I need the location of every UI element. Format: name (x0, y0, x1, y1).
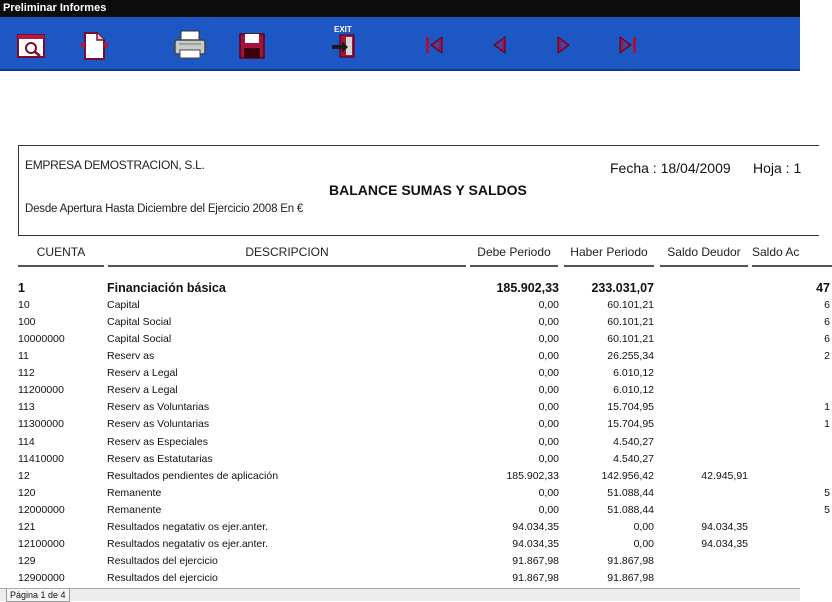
cell-debe: 0,00 (538, 504, 559, 516)
cell-debe: 0,00 (538, 436, 559, 448)
zoom-page-icon[interactable] (12, 23, 52, 65)
table-row (0, 299, 830, 316)
cell-haber: 26.255,34 (607, 350, 654, 362)
cell-cuenta: 12 (18, 470, 30, 482)
cell-debe: 0,00 (538, 350, 559, 362)
cell-desc: Reserv as Especiales (107, 436, 208, 448)
cell-debe: 0,00 (538, 384, 559, 396)
cell-desc: Resultados negatativ os ejer.anter. (107, 521, 269, 533)
cell-haber: 15.704,95 (607, 401, 654, 413)
cell-haber: 15.704,95 (607, 418, 654, 430)
cell-cuenta: 11 (18, 350, 29, 362)
cell-sacr: 5 (824, 487, 830, 499)
column-header-haber: Haber Periodo (564, 245, 654, 267)
cell-haber: 51.088,44 (607, 504, 654, 516)
save-disk-icon[interactable] (232, 23, 272, 65)
cell-desc: Reserv a Legal (107, 384, 178, 396)
column-header-saldo-deudor: Saldo Deudor (660, 245, 748, 267)
cell-desc: Resultados del ejercicio (107, 572, 218, 584)
cell-desc: Resultados pendientes de aplicación (107, 470, 279, 482)
cell-debe: 185.902,33 (496, 281, 559, 295)
cell-cuenta: 114 (18, 436, 35, 448)
title-bar (0, 0, 800, 17)
cell-cuenta: 12000000 (18, 504, 65, 516)
cell-debe: 0,00 (538, 418, 559, 430)
table-row (0, 333, 830, 350)
next-page-icon[interactable] (543, 23, 583, 65)
cell-cuenta: 113 (18, 401, 35, 413)
cell-cuenta: 120 (18, 487, 36, 499)
cell-debe: 0,00 (538, 453, 559, 465)
table-row (0, 367, 800, 384)
cell-debe: 0,00 (538, 333, 559, 345)
window-title: Preliminar Informes (3, 2, 107, 14)
table-row (0, 504, 830, 521)
first-page-icon[interactable] (414, 23, 454, 65)
report-preview[interactable] (0, 71, 830, 588)
table-row (0, 316, 830, 333)
cell-desc: Reserv as Estatutarias (107, 453, 213, 465)
cell-cuenta: 129 (18, 555, 36, 567)
cell-cuenta: 1 (18, 281, 25, 295)
toolbar (0, 17, 800, 71)
cell-desc: Financiación básica (107, 281, 226, 295)
cell-haber: 51.088,44 (607, 487, 654, 499)
cell-sacr: 6 (824, 316, 830, 328)
cell-sdeu: 94.034,35 (701, 521, 748, 533)
status-bar (0, 588, 800, 601)
table-row (0, 281, 830, 298)
cell-cuenta: 121 (18, 521, 36, 533)
last-page-icon[interactable] (608, 23, 648, 65)
cell-desc: Reserv as (107, 350, 155, 362)
cell-haber: 6.010,12 (613, 384, 654, 396)
cell-cuenta: 11300000 (18, 418, 64, 430)
table-row (0, 555, 800, 572)
table-row (0, 401, 830, 418)
cell-desc: Resultados negatativ os ejer.anter. (107, 538, 269, 550)
cell-sacr: 47 (816, 281, 830, 295)
column-header-debe: Debe Periodo (470, 245, 558, 267)
table-row (0, 572, 800, 589)
cell-haber: 233.031,07 (591, 281, 654, 295)
column-header-cuenta: CUENTA (18, 245, 104, 267)
cell-haber: 60.101,21 (607, 316, 654, 328)
cell-debe: 0,00 (538, 487, 559, 499)
report-title: BALANCE SUMAS Y SALDOS (329, 182, 527, 198)
cell-debe: 91.867,98 (512, 555, 559, 567)
printer-icon[interactable] (170, 23, 210, 65)
exit-icon (326, 23, 366, 65)
report-sheet-number: Hoja : 1 (753, 160, 802, 176)
page-indicator: Página 1 de 4 (6, 589, 70, 602)
column-header-descripcion: DESCRIPCION (108, 245, 466, 267)
cell-cuenta: 100 (18, 316, 36, 328)
cell-sdeu: 42.945,91 (701, 470, 748, 482)
cell-haber: 4.540,27 (613, 436, 654, 448)
cell-desc: Capital (107, 299, 140, 311)
cell-haber: 60.101,21 (607, 299, 654, 311)
report-header-box (18, 145, 819, 236)
cell-desc: Capital Social (107, 333, 172, 345)
cell-sacr: 5 (824, 504, 830, 516)
cell-desc: Capital Social (107, 316, 172, 328)
cell-haber: 0,00 (633, 521, 654, 533)
cell-haber: 91.867,98 (607, 555, 654, 567)
table-row (0, 436, 800, 453)
cell-haber: 6.010,12 (613, 367, 654, 379)
cell-haber: 91.867,98 (607, 572, 654, 584)
cell-debe: 91.867,98 (512, 572, 559, 584)
company-name: EMPRESA DEMOSTRACION, S.L. (25, 158, 205, 172)
cell-sacr: 2 (824, 350, 830, 362)
cell-cuenta: 12100000 (18, 538, 65, 550)
cell-haber: 0,00 (633, 538, 654, 550)
cell-haber: 60.101,21 (607, 333, 654, 345)
exit-label: EXIT (334, 25, 352, 34)
cell-debe: 94.034,35 (512, 538, 559, 550)
cell-sdeu: 94.034,35 (701, 538, 748, 550)
table-row (0, 418, 830, 435)
table-row (0, 384, 800, 401)
cell-desc: Reserv as Voluntarias (107, 418, 210, 430)
cell-cuenta: 12900000 (18, 572, 65, 584)
cell-debe: 0,00 (538, 367, 559, 379)
cell-sacr: 1 (824, 418, 830, 430)
exit-button[interactable] (326, 23, 366, 65)
report-date: Fecha : 18/04/2009 (610, 160, 731, 176)
column-header-saldo-acreedor: Saldo Ac (752, 245, 832, 267)
cell-debe: 0,00 (538, 299, 559, 311)
table-row (0, 538, 800, 555)
cell-sacr: 6 (824, 333, 830, 345)
table-row (0, 470, 800, 487)
table-row (0, 350, 830, 367)
cell-sacr: 6 (824, 299, 830, 311)
cell-desc: Remanente (107, 504, 162, 516)
cell-debe: 185.902,33 (506, 470, 559, 482)
cell-sacr: 1 (824, 401, 830, 413)
table-row (0, 487, 830, 504)
report-subtitle: Desde Apertura Hasta Diciembre del Ejercicio 2008 En € (25, 203, 304, 215)
cell-desc: Remanente (107, 487, 162, 499)
table-row (0, 521, 800, 538)
cell-haber: 142.956,42 (601, 470, 654, 482)
cell-haber: 4.540,27 (613, 453, 654, 465)
cell-desc: Resultados del ejercicio (107, 555, 218, 567)
cell-debe: 0,00 (538, 401, 559, 413)
cell-cuenta: 10 (18, 299, 30, 311)
cell-desc: Reserv a Legal (107, 367, 178, 379)
prev-page-icon[interactable] (480, 23, 520, 65)
page-setup-icon[interactable] (74, 23, 114, 65)
cell-cuenta: 11410000 (18, 453, 64, 465)
table-row (0, 453, 800, 470)
cell-debe: 0,00 (538, 316, 559, 328)
cell-cuenta: 10000000 (18, 333, 65, 345)
cell-debe: 94.034,35 (512, 521, 559, 533)
cell-cuenta: 112 (18, 367, 35, 379)
cell-desc: Reserv as Voluntarias (107, 401, 210, 413)
cell-cuenta: 11200000 (18, 384, 64, 396)
